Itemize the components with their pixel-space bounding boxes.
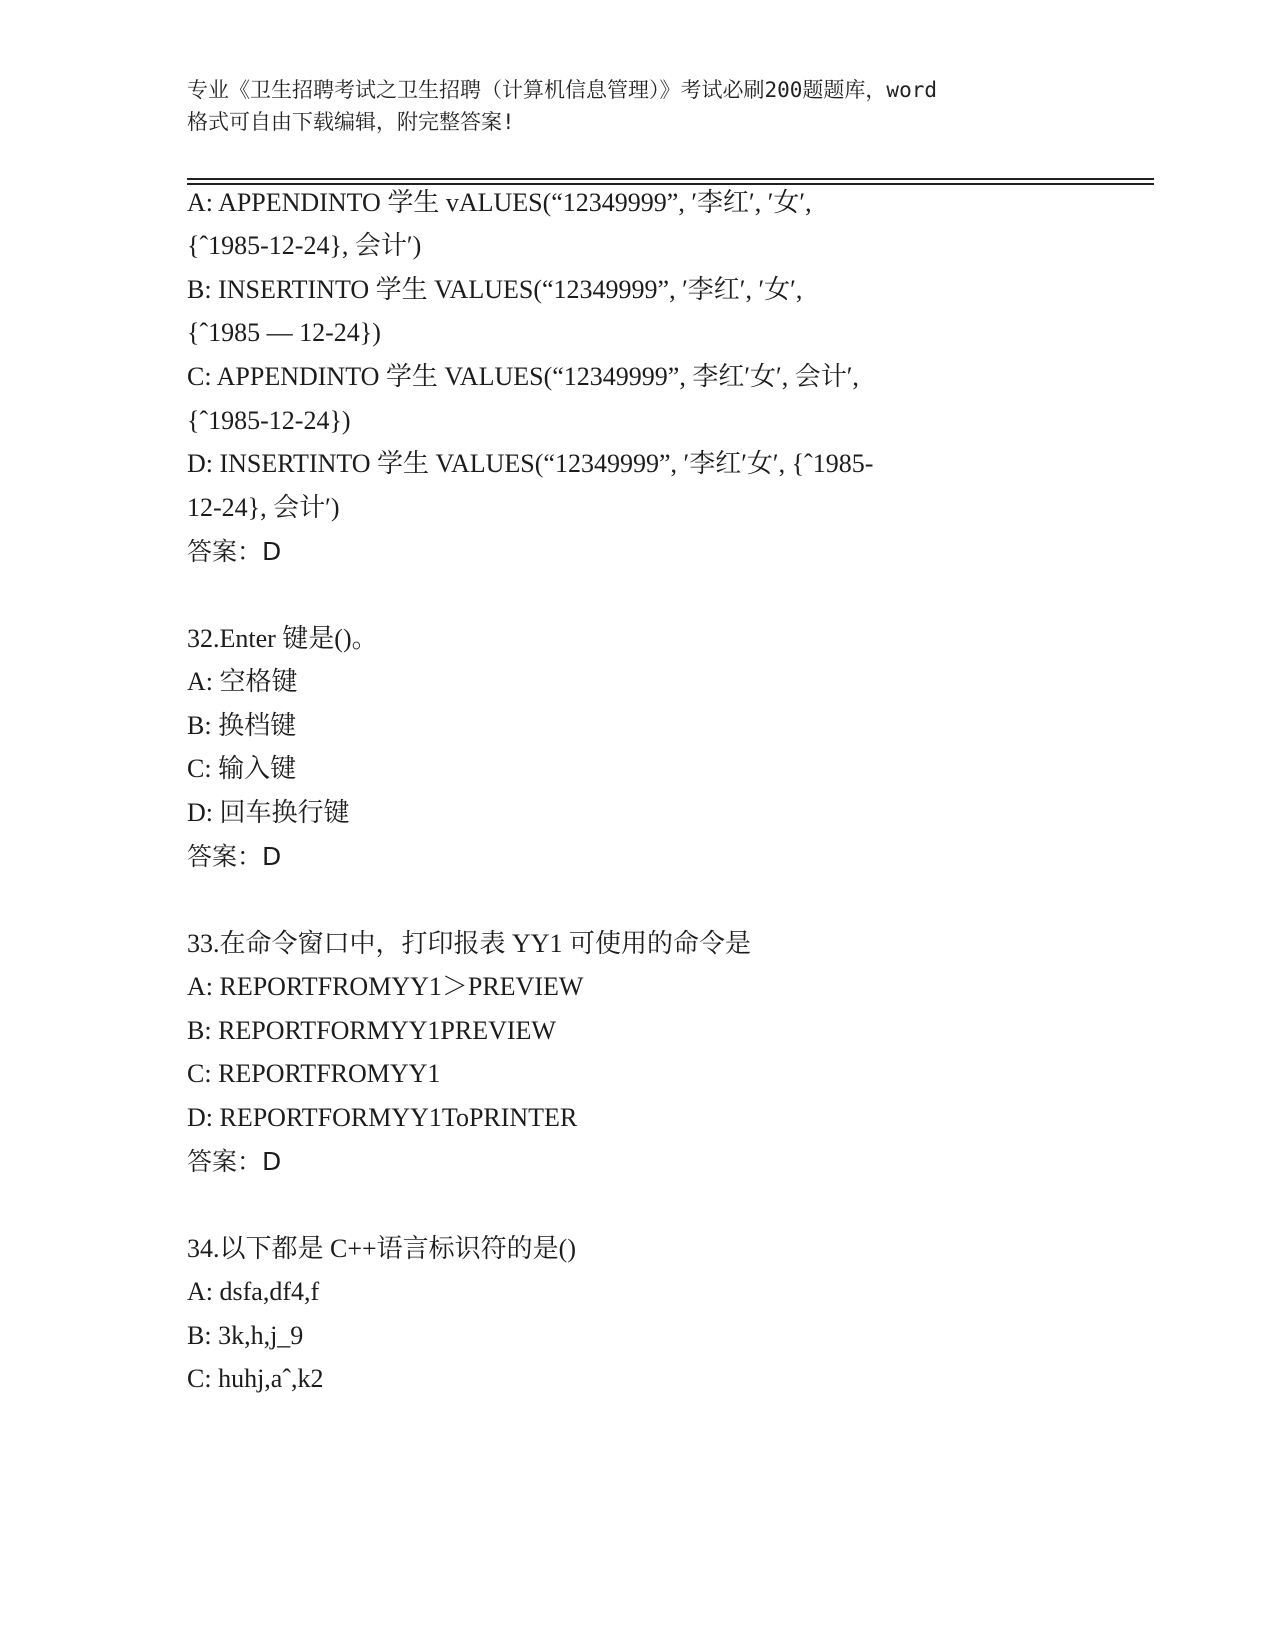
q34-option-a: A: dsfa,df4,f [187,1277,320,1306]
header-divider-bottom [187,183,1154,185]
q32-option-a: A: 空格键 [187,667,298,696]
q31-option-b-line-2: {ˆ1985 — 12-24}) [187,318,381,347]
q32-option-b: B: 换档键 [187,711,297,740]
q31-option-a-line-2: {ˆ1985-12-24}, 会计′) [187,231,422,260]
header-title-line-2: 格式可自由下载编辑，附完整答案! [187,110,515,134]
q31-option-c-line-1: C: APPENDINTO 学生 VALUES(“12349999”, 李红′女′, 会计′, [187,362,859,391]
q31-option-a-line-1: A: APPENDINTO 学生 vALUES(“12349999”, ′李红′, ′女′, [187,188,812,217]
q33-option-b: B: REPORTFORMYY1PREVIEW [187,1016,556,1045]
header-divider-top [187,178,1154,180]
q34-question: 34.以下都是 C++语言标识符的是() [187,1234,576,1263]
q34-option-c: C: huhj,aˆ,k2 [187,1364,324,1393]
header-title-line-1: 专业《卫生招聘考试之卫生招聘（计算机信息管理）》考试必刷200题题库，word [187,78,937,102]
q31-option-c-line-2: {ˆ1985-12-24}) [187,406,351,435]
q31-answer: 答案：D [187,537,282,566]
q33-option-c: C: REPORTFROMYY1 [187,1059,441,1088]
q33-answer: 答案：D [187,1147,282,1176]
q33-option-a: A: REPORTFROMYY1＞PREVIEW [187,972,584,1001]
q32-question: 32.Enter 键是()。 [187,624,378,653]
q32-option-c: C: 输入键 [187,754,297,783]
q33-question: 33.在命令窗口中，打印报表 YY1 可使用的命令是 [187,929,752,958]
q31-option-d-line-1: D: INSERTINTO 学生 VALUES(“12349999”, ′李红′女′, {ˆ1985- [187,449,874,478]
q32-answer: 答案：D [187,842,282,871]
document-header [187,74,1087,138]
q34-option-b: B: 3k,h,j_9 [187,1321,304,1350]
q32-option-d: D: 回车换行键 [187,798,350,827]
q31-option-b-line-1: B: INSERTINTO 学生 VALUES(“12349999”, ′李红′, ′女′, [187,275,803,304]
q31-option-d-line-2: 12-24}, 会计′) [187,493,340,522]
q33-option-d: D: REPORTFORMYY1ToPRINTER [187,1103,578,1132]
